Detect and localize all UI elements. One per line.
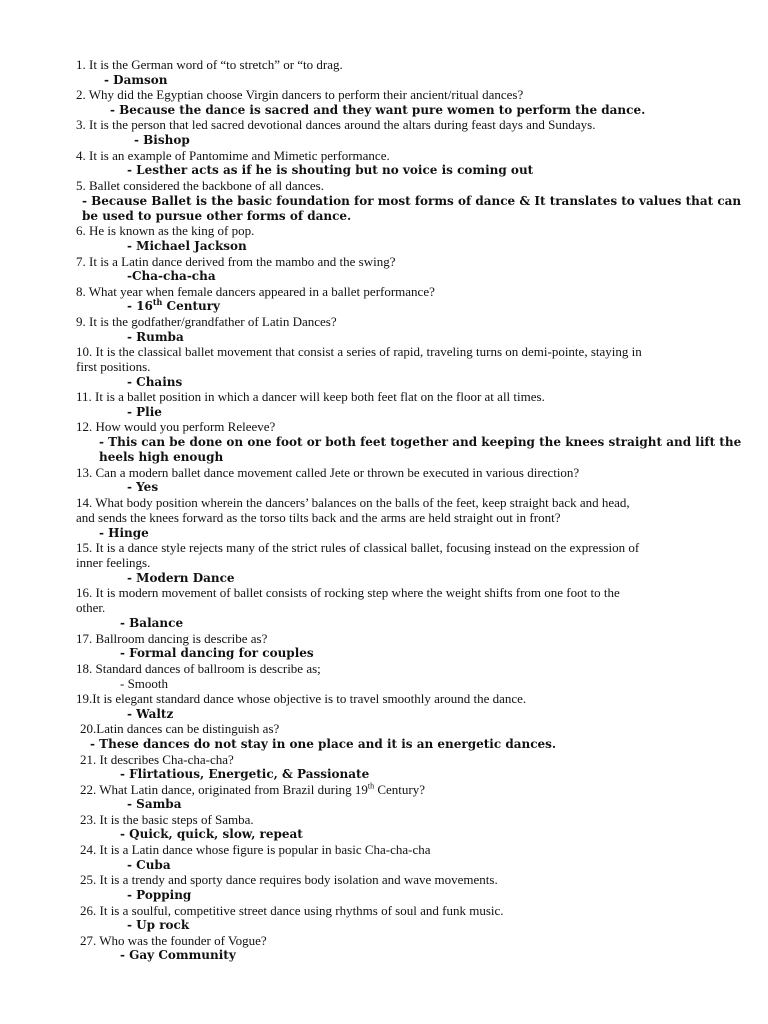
question-16-line-2: other. [76, 600, 106, 615]
question-10-line-1: 10. It is the classical ballet movement that consist a series of rapid, traveling turns on demi-pointe, staying in [76, 344, 642, 359]
answer-6: - Michael Jackson [127, 239, 247, 253]
question-4: 4. It is an example of Pantomime and Mimetic performance. [76, 148, 390, 163]
question-21: 21. It describes Cha-cha-cha? [80, 752, 234, 767]
question-24: 24. It is a Latin dance whose figure is popular in basic Cha-cha-cha [80, 842, 431, 857]
answer-9: - Rumba [127, 330, 184, 344]
answer-7: -Cha-cha-cha [127, 269, 216, 283]
answer-13: - Yes [127, 480, 159, 494]
answer-23: - Quick, quick, slow, repeat [120, 827, 303, 841]
question-2: 2. Why did the Egyptian choose Virgin dancers to perform their ancient/ritual dances? [76, 87, 524, 102]
question-11: 11. It is a ballet position in which a dancer will keep both feet flat on the floor at all times. [76, 389, 545, 404]
question-1: 1. It is the German word of “to stretch” or “to drag. [76, 57, 343, 72]
answer-27: - Gay Community [120, 948, 236, 962]
question-13: 13. Can a modern ballet dance movement called Jete or thrown be executed in various direction? [76, 465, 580, 480]
answer-22: - Samba [127, 797, 182, 811]
answer-16: - Balance [120, 616, 184, 630]
question-7: 7. It is a Latin dance derived from the mambo and the swing? [76, 254, 396, 269]
answer-25: - Popping [127, 888, 192, 902]
answer-5-line-2: be used to pursue other forms of dance. [82, 209, 352, 223]
answer-20: - These dances do not stay in one place and it is an energetic dances. [90, 737, 557, 751]
question-19: 19.It is elegant standard dance whose objective is to travel smoothly around the dance. [76, 691, 527, 706]
question-3: 3. It is the person that led sacred devotional dances around the altars during feast days and Sundays. [76, 117, 596, 132]
question-26: 26. It is a soulful, competitive street dance using rhythms of soul and funk music. [80, 903, 504, 918]
question-25: 25. It is a trendy and sporty dance requires body isolation and wave movements. [80, 872, 498, 887]
question-9: 9. It is the godfather/grandfather of Latin Dances? [76, 314, 337, 329]
question-5: 5. Ballet considered the backbone of all dances. [76, 178, 324, 193]
question-15-line-1: 15. It is a dance style rejects many of the strict rules of classical ballet, focusing instead on the expression of [76, 540, 640, 555]
answer-18: - Smooth [120, 676, 169, 691]
question-27: 27. Who was the founder of Vogue? [80, 933, 267, 948]
question-16-line-1: 16. It is modern movement of ballet consists of rocking step where the weight shifts from one foot to the [76, 585, 620, 600]
answer-21: - Flirtatious, Energetic, & Passionate [120, 767, 370, 781]
question-17: 17. Ballroom dancing is describe as? [76, 631, 268, 646]
answer-17: - Formal dancing for couples [120, 646, 314, 660]
answer-15: - Modern Dance [127, 571, 235, 585]
question-12: 12. How would you perform Releeve? [76, 419, 276, 434]
answer-19: - Waltz [127, 707, 174, 721]
answer-24: - Cuba [127, 858, 171, 872]
answer-1: - Damson [104, 73, 168, 87]
answer-4: - Lesther acts as if he is shouting but no voice is coming out [127, 163, 534, 177]
answer-11: - Plie [127, 405, 162, 419]
question-18: 18. Standard dances of ballroom is describe as; [76, 661, 321, 676]
answer-12-line-2: heels high enough [99, 450, 224, 464]
answer-10: - Chains [127, 375, 183, 389]
question-8: 8. What year when female dancers appeared in a ballet performance? [76, 284, 435, 299]
question-6: 6. He is known as the king of pop. [76, 223, 255, 238]
answer-2: - Because the dance is sacred and they want pure women to perform the dance. [110, 103, 646, 117]
question-20: 20.Latin dances can be distinguish as? [80, 721, 280, 736]
question-22: 22. What Latin dance, originated from Brazil during 19th Century? [80, 781, 425, 797]
answer-12-line-1: - This can be done on one foot or both feet together and keeping the knees straight and lift the [99, 435, 742, 449]
question-23: 23. It is the basic steps of Samba. [80, 812, 254, 827]
answer-14: - Hinge [99, 526, 149, 540]
question-14-line-1: 14. What body position wherein the dancers’ balances on the balls of the feet, keep straight back and head, [76, 495, 630, 510]
answer-26: - Up rock [127, 918, 190, 932]
answer-5-line-1: - Because Ballet is the basic foundation for most forms of dance & It translates to values that can [82, 194, 742, 208]
question-14-line-2: and sends the knees forward as the torso tilts back and the arms are held straight out in front? [76, 510, 561, 525]
answer-3: - Bishop [134, 133, 190, 147]
question-10-line-2: first positions. [76, 359, 151, 374]
question-15-line-2: inner feelings. [76, 555, 151, 570]
answer-8: - 16th Century [127, 297, 221, 313]
